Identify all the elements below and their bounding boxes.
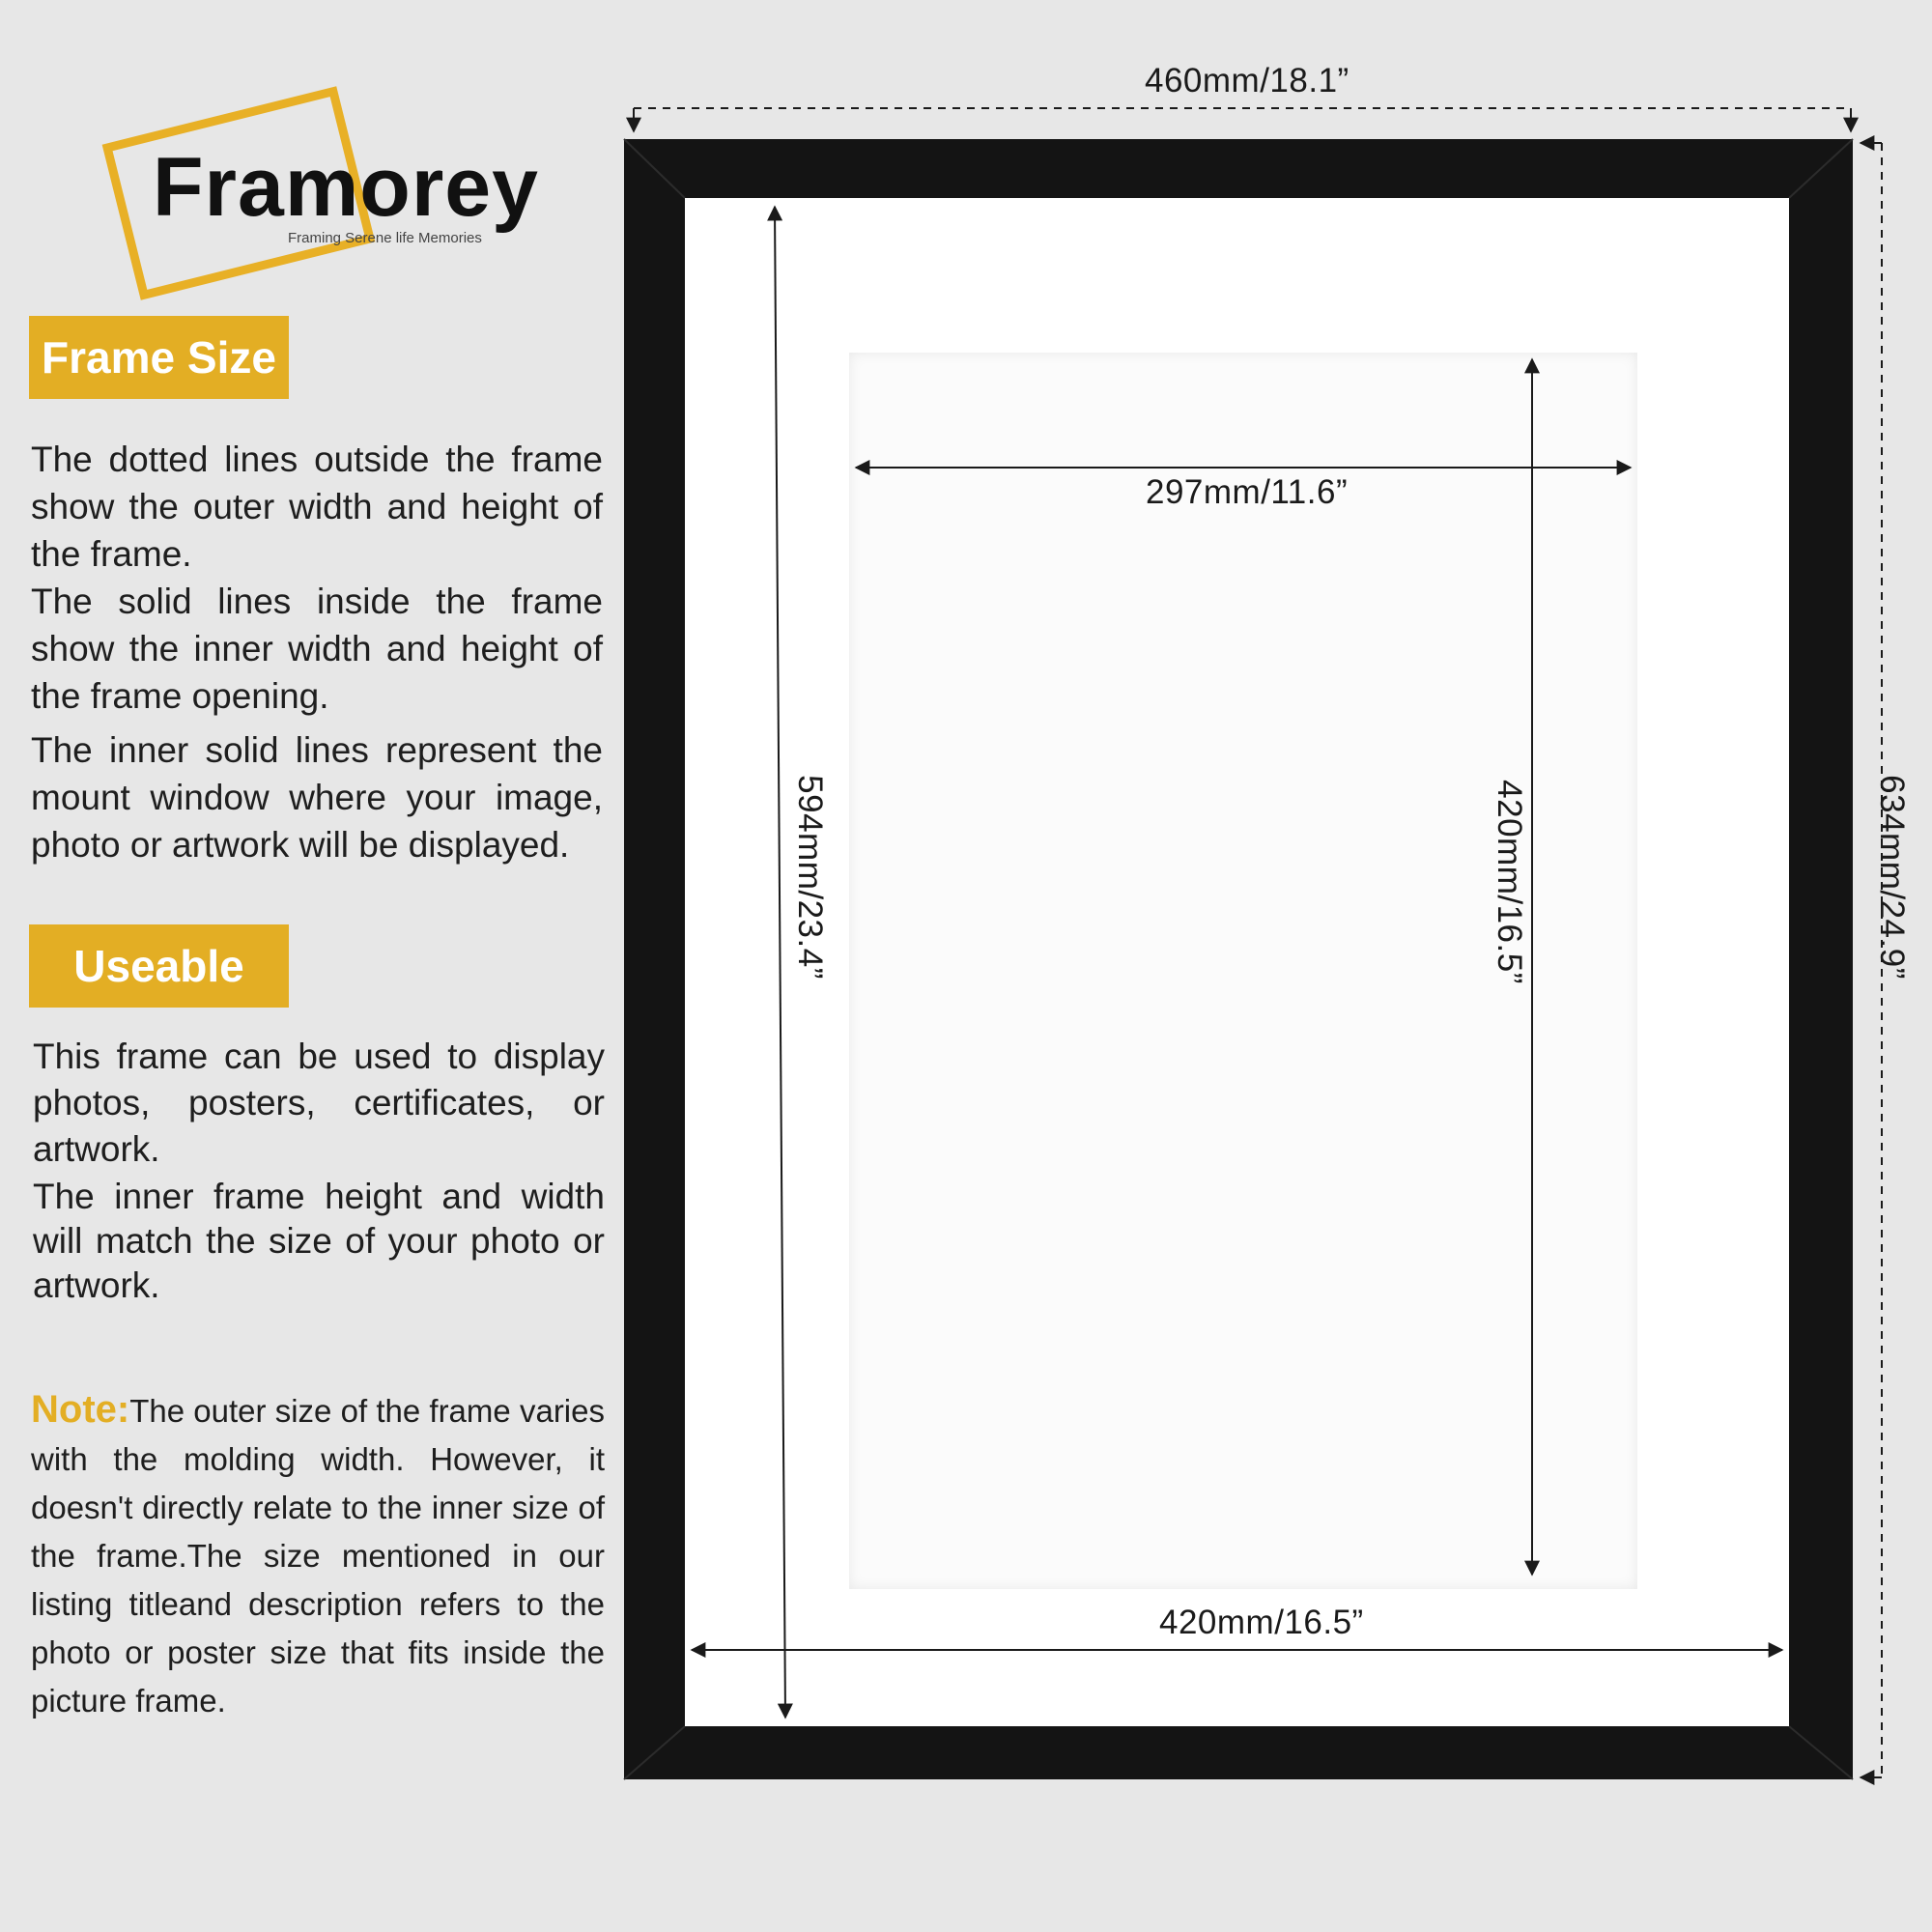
inner-height-label: 594mm/23.4” <box>791 775 829 980</box>
inner-width-label: 420mm/16.5” <box>1159 1604 1364 1641</box>
frame-size-paragraph-2: The solid lines inside the frame show the inner width and height of the frame opening. <box>31 582 603 716</box>
brand-tagline: Framing Serene life Memories <box>288 230 482 246</box>
frame-size-paragraph-1: The dotted lines outside the frame show the outer width and height of the frame. <box>31 440 603 574</box>
note-text: The outer size of the frame varies with the molding width. However, it doesn't directly relate to the inner size of the frame.The size mentioned in our listing titleand description refers to the photo or poster size that fits inside the picture frame. <box>31 1393 605 1719</box>
useable-paragraph-2: The inner frame height and width will match the size of your photo or artwork. <box>33 1177 605 1305</box>
note-label: Note: <box>31 1388 130 1431</box>
useable-heading: Useable <box>29 924 289 1008</box>
outer-height-label: 634mm/24.9” <box>1873 775 1911 980</box>
frame-size-paragraph-3: The inner solid lines represent the mount window where your image, photo or artwork will be displayed. <box>31 730 603 865</box>
useable-paragraph-1: This frame can be used to display photos, posters, certificates, or artwork. <box>33 1037 605 1169</box>
outer-width-label: 460mm/18.1” <box>1145 62 1350 99</box>
inner-height-line <box>775 207 785 1718</box>
brand-name: Framorey <box>153 141 539 234</box>
mount-width-label: 297mm/11.6” <box>1146 473 1349 511</box>
frame-size-heading: Frame Size <box>29 316 289 399</box>
mount-height-label: 420mm/16.5” <box>1491 780 1528 984</box>
